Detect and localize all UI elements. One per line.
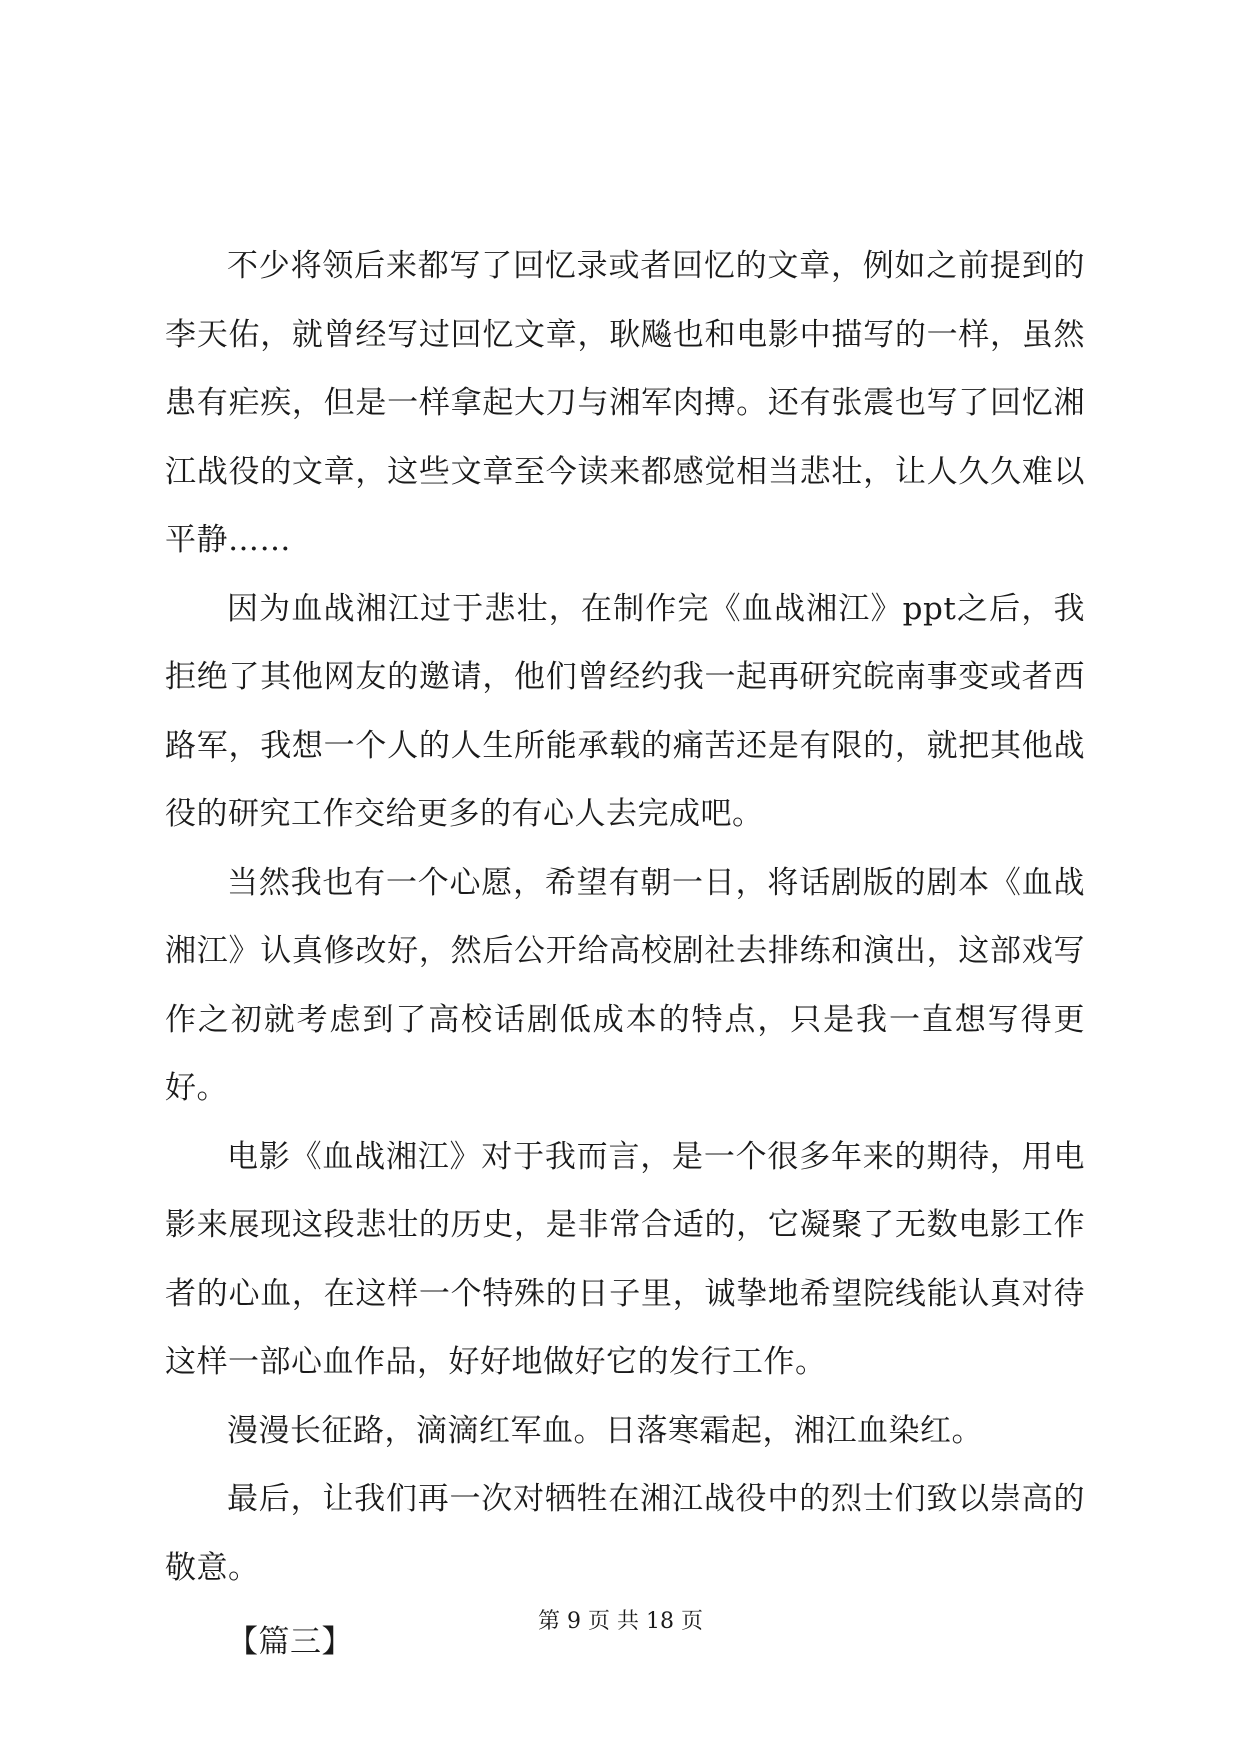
paragraph-2: 因为血战湘江过于悲壮，在制作完《血战湘江》ppt之后，我拒绝了其他网友的邀请，他们曾经约我一起再研究皖南事变或者西路军，我想一个人的人生所能承载的痛苦还是有限的，就把其他战役的研究工作交给更多的有心人去完成吧。 (165, 590, 1085, 832)
paragraph-5: 漫漫长征路，滴滴红军血。日落寒霜起，湘江血染红。 (227, 1412, 983, 1449)
paragraph-3: 当然我也有一个心愿，希望有朝一日，将话剧版的剧本《血战湘江》认真修改好，然后公开给高校剧社去排练和演出，这部戏写作之初就考虑到了高校话剧低成本的特点，只是我一直想写得更好。 (165, 864, 1085, 1106)
paragraph-1: 不少将领后来都写了回忆录或者回忆的文章，例如之前提到的李天佑，就曾经写过回忆文章，耿飚也和电影中描写的一样，虽然患有疟疾，但是一样拿起大刀与湘军肉搏。还有张震也写了回忆湘江战役的文章，这些文章至今读来都感觉相当悲壮，让人久久难以平静…… (165, 248, 1085, 558)
paragraph-4: 电影《血战湘江》对于我而言，是一个很多年来的期待，用电影来展现这段悲壮的历史，是非常合适的，它凝聚了无数电影工作者的心血，在这样一个特殊的日子里，诚挚地希望院线能认真对待这样一部心血作品，好好地做好它的发行工作。 (165, 1138, 1085, 1380)
paragraph-6: 最后，让我们再一次对牺牲在湘江战役中的烈士们致以崇高的敬意。 (165, 1481, 1085, 1586)
document-body (165, 232, 1085, 1677)
section-heading: 【篇三】 (227, 1624, 353, 1660)
page-number-footer: 第 9 页 共 18 页 (538, 1609, 703, 1634)
